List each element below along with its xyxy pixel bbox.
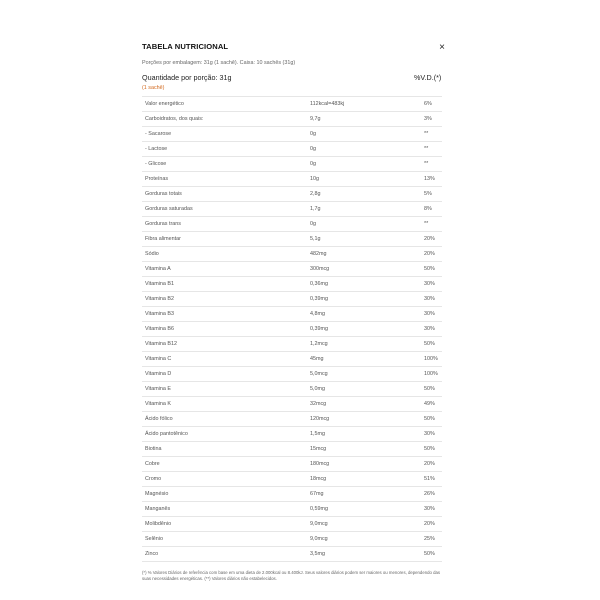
close-icon[interactable]: ×	[439, 42, 445, 53]
nutrient-name: Biotina	[145, 446, 162, 452]
nutrient-quantity: 0,39mg	[310, 296, 328, 302]
nutrient-daily-value: 50%	[424, 341, 435, 347]
table-row	[142, 532, 442, 547]
nutrient-name: Ácido fólico	[145, 416, 173, 422]
table-row	[142, 397, 442, 412]
nutrient-daily-value: **	[424, 131, 429, 137]
nutrient-name: Proteínas	[145, 176, 169, 182]
table-row	[142, 112, 442, 127]
table-row	[142, 307, 442, 322]
nutrient-quantity: 0,59mg	[310, 506, 328, 512]
modal-title: TABELA NUTRICIONAL	[142, 42, 229, 51]
nutrient-daily-value: 20%	[424, 236, 435, 242]
nutrient-name: - Lactose	[145, 146, 168, 152]
nutrient-quantity: 9,0mcg	[310, 536, 328, 542]
nutrient-quantity: 3,5mg	[310, 551, 325, 557]
table-row	[142, 142, 442, 157]
table-row	[142, 127, 442, 142]
nutrient-daily-value: 30%	[424, 326, 435, 332]
table-row	[142, 157, 442, 172]
nutrient-daily-value: 13%	[424, 176, 435, 182]
table-row	[142, 247, 442, 262]
nutrient-daily-value: 50%	[424, 446, 435, 452]
nutrient-quantity: 2,8g	[310, 191, 321, 197]
table-row	[142, 502, 442, 517]
nutrient-quantity: 120mcg	[310, 416, 330, 422]
table-row	[142, 262, 442, 277]
nutrient-quantity: 0g	[310, 161, 316, 167]
nutrient-quantity: 4,8mg	[310, 311, 325, 317]
nutrient-name: Ácido pantotênico	[145, 431, 188, 437]
nutrient-name: Manganês	[145, 506, 171, 512]
nutrient-name: Vitamina E	[145, 386, 171, 392]
nutrient-daily-value: 30%	[424, 506, 435, 512]
nutrient-daily-value: 100%	[424, 356, 438, 362]
table-row	[142, 517, 442, 532]
nutrient-quantity: 9,0mcg	[310, 521, 328, 527]
nutrient-daily-value: 50%	[424, 266, 435, 272]
nutrient-name: - Glicose	[145, 161, 167, 167]
nutrient-name: Vitamina K	[145, 401, 171, 407]
nutrient-name: Sódio	[145, 251, 159, 257]
nutrient-name: Gorduras saturadas	[145, 206, 193, 212]
nutrient-quantity: 0g	[310, 131, 316, 137]
nutrient-quantity: 9,7g	[310, 116, 321, 122]
nutrient-daily-value: 8%	[424, 206, 432, 212]
nutrient-name: Selênio	[145, 536, 163, 542]
nutrient-quantity: 1,7g	[310, 206, 321, 212]
nutrient-daily-value: 50%	[424, 551, 435, 557]
nutrient-quantity: 300mcg	[310, 266, 330, 272]
nutrient-daily-value: 3%	[424, 116, 432, 122]
table-row	[142, 382, 442, 397]
table-row	[142, 427, 442, 442]
table-row	[142, 322, 442, 337]
nutrient-name: Vitamina B1	[145, 281, 174, 287]
nutrient-quantity: 0,39mg	[310, 326, 328, 332]
nutrient-daily-value: **	[424, 146, 429, 152]
nutrient-daily-value: 30%	[424, 311, 435, 317]
nutrient-quantity: 0g	[310, 146, 316, 152]
nutrient-name: Gorduras trans	[145, 221, 181, 227]
table-row	[142, 187, 442, 202]
nutrient-daily-value: 30%	[424, 431, 435, 437]
nutrient-name: Vitamina B2	[145, 296, 174, 302]
table-row	[142, 202, 442, 217]
nutrient-quantity: 5,1g	[310, 236, 321, 242]
nutrient-name: Vitamina B3	[145, 311, 174, 317]
nutrient-daily-value: **	[424, 221, 429, 227]
nutrient-name: Vitamina B12	[145, 341, 177, 347]
nutrient-name: Cromo	[145, 476, 162, 482]
nutrient-quantity: 482mg	[310, 251, 327, 257]
nutrient-name: - Sacarose	[145, 131, 172, 137]
nutrient-quantity: 15mcg	[310, 446, 327, 452]
nutrient-daily-value: 50%	[424, 416, 435, 422]
nutrient-name: Gorduras totais	[145, 191, 182, 197]
table-row	[142, 352, 442, 367]
nutrient-quantity: 1,2mcg	[310, 341, 328, 347]
nutrient-daily-value: 51%	[424, 476, 435, 482]
table-row	[142, 412, 442, 427]
nutrient-daily-value: 49%	[424, 401, 435, 407]
nutrient-daily-value: 30%	[424, 281, 435, 287]
nutrient-quantity: 67mg	[310, 491, 324, 497]
nutrient-name: Zinco	[145, 551, 159, 557]
nutrient-name: Valor energético	[145, 101, 184, 107]
nutrient-name: Carboidratos, dos quais:	[145, 116, 204, 122]
table-row	[142, 232, 442, 247]
table-row	[142, 547, 442, 562]
servings-info: Porções por embalagem: 31g (1 sachê). Caixa: 10 sachês (31g)	[142, 60, 296, 66]
table-row	[142, 457, 442, 472]
nutrient-quantity: 32mcg	[310, 401, 327, 407]
nutrition-table	[142, 96, 442, 562]
nutrient-name: Vitamina B6	[145, 326, 174, 332]
table-row	[142, 472, 442, 487]
nutrient-quantity: 112kcal=483kj	[310, 101, 345, 107]
nutrient-name: Fibra alimentar	[145, 236, 181, 242]
table-row	[142, 442, 442, 457]
nutrient-name: Vitamina A	[145, 266, 171, 272]
table-row	[142, 277, 442, 292]
table-row	[142, 487, 442, 502]
nutrient-quantity: 0g	[310, 221, 316, 227]
nutrient-quantity: 5,0mcg	[310, 371, 328, 377]
nutrient-quantity: 1,5mg	[310, 431, 325, 437]
nutrient-daily-value: 20%	[424, 461, 435, 467]
nutrient-daily-value: 20%	[424, 251, 435, 257]
nutrient-quantity: 0,36mg	[310, 281, 328, 287]
portion-note: (1 sachê)	[142, 85, 165, 91]
nutrient-daily-value: 25%	[424, 536, 435, 542]
table-row	[142, 337, 442, 352]
table-row	[142, 292, 442, 307]
nutrient-quantity: 10g	[310, 176, 319, 182]
nutrient-quantity: 5,0mg	[310, 386, 325, 392]
nutrient-daily-value: 100%	[424, 371, 438, 377]
table-row	[142, 97, 442, 112]
nutrient-name: Cobre	[145, 461, 160, 467]
table-row	[142, 172, 442, 187]
nutrient-name: Molibdênio	[145, 521, 172, 527]
table-row	[142, 217, 442, 232]
nutrient-daily-value: **	[424, 161, 429, 167]
nutrient-quantity: 180mcg	[310, 461, 330, 467]
table-row	[142, 367, 442, 382]
nutrient-daily-value: 30%	[424, 296, 435, 302]
nutrient-quantity: 45mg	[310, 356, 324, 362]
nutrient-daily-value: 6%	[424, 101, 432, 107]
nutrient-daily-value: 26%	[424, 491, 435, 497]
footnote: (*) % Valores Diários de referência com base em uma dieta de 2.000kcal ou 8.400kJ. Seus valores diários podem ser maiores ou menores, dependendo das suas necessidades energéticas. (**) Valores diários não estabelecidos.	[142, 570, 440, 581]
nutrient-daily-value: 50%	[424, 386, 435, 392]
nutrient-name: Vitamina D	[145, 371, 172, 377]
quantity-per-serving: Quantidade por porção: 31g	[142, 73, 232, 82]
daily-value-header: %V.D.(*)	[414, 73, 442, 82]
nutrient-daily-value: 20%	[424, 521, 435, 527]
nutrient-quantity: 18mcg	[310, 476, 327, 482]
nutrient-name: Vitamina C	[145, 356, 172, 362]
nutrient-daily-value: 5%	[424, 191, 432, 197]
nutrient-name: Magnésio	[145, 491, 169, 497]
